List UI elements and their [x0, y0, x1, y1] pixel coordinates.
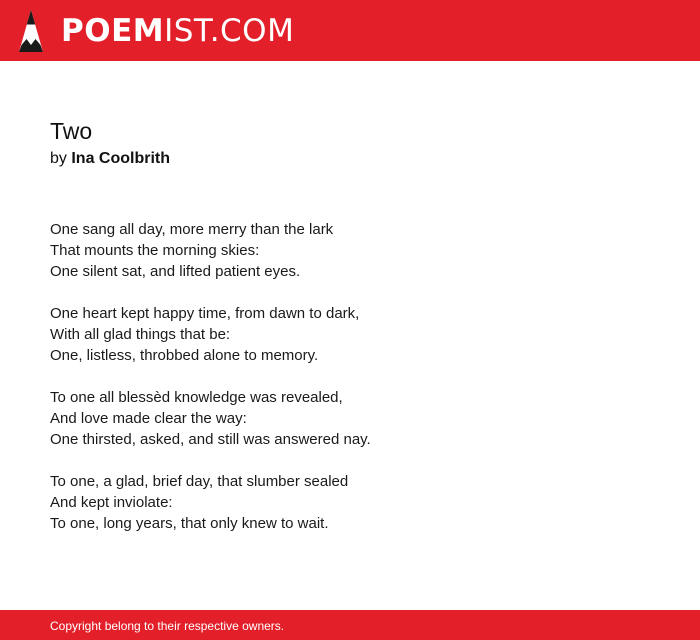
poem-line: To one all blessèd knowledge was revealed,	[50, 389, 343, 406]
poem-line: One thirsted, asked, and still was answered nay.	[50, 431, 371, 448]
poem-author-link[interactable]: Ina Coolbrith	[71, 150, 171, 167]
logo-wordmark-bold: POEM	[61, 13, 165, 49]
poem-line: That mounts the morning skies:	[50, 242, 260, 259]
site-header	[0, 0, 700, 61]
poem-line: One heart kept happy time, from dawn to dark,	[50, 305, 360, 322]
poem-line: One silent sat, and lifted patient eyes.	[50, 263, 301, 280]
poem-line: One, listless, throbbed alone to memory.	[50, 347, 319, 364]
poem-line: With all glad things that be:	[50, 326, 231, 343]
stanza	[50, 219, 670, 282]
pencil-tip-icon	[18, 9, 44, 53]
copyright-text: Copyright belong to their respective owners.	[50, 619, 285, 633]
poem-line: And kept inviolate:	[50, 494, 173, 511]
stanza	[50, 471, 670, 534]
logo-wordmark-light: IST.COM	[164, 13, 295, 49]
poem-line: And love made clear the way:	[50, 410, 247, 427]
by-label: by	[50, 150, 67, 167]
stanza	[50, 387, 670, 450]
logo-wordmark	[61, 9, 294, 53]
poem-line: To one, long years, that only knew to wait.	[50, 515, 329, 532]
poem-line: To one, a glad, brief day, that slumber sealed	[50, 473, 349, 490]
poem-byline	[50, 149, 670, 169]
site-footer	[0, 610, 700, 640]
site-logo-link[interactable]	[18, 9, 294, 53]
poem-title: Two	[50, 118, 93, 144]
stanza	[50, 303, 670, 366]
poem-body	[50, 219, 670, 534]
poem-line: One sang all day, more merry than the lark	[50, 221, 334, 238]
poem-content	[50, 116, 670, 555]
